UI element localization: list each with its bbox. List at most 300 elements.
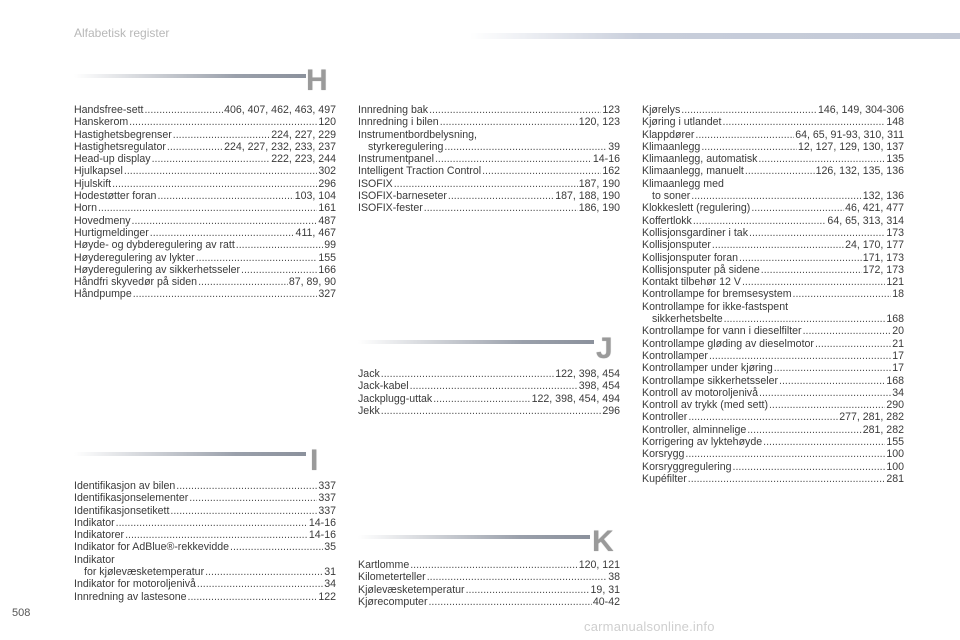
index-pages: 17 [892,349,904,362]
leader-dots [198,276,288,288]
index-pages: 168 [886,374,904,387]
leader-dots [188,591,318,603]
index-term: Kontrollampe for ikke-fastspent [642,300,789,313]
index-term: Jekk [358,404,380,417]
index-entry [358,571,620,583]
index-entry [642,301,904,313]
index-pages: 187, 188, 190 [555,190,620,203]
index-entry [358,368,620,380]
index-term: Klokkeslett (regulering) [642,202,751,215]
leader-dots [693,215,827,227]
leader-dots [236,239,323,251]
section-j-letter: J [596,332,613,365]
index-term: Kjørelys [642,104,681,116]
page-header-title: Alfabetisk register [74,26,170,40]
section-h-divider [74,74,306,78]
index-pages: 222, 223, 244 [271,153,336,166]
index-term: Kontroller [642,411,688,424]
leader-dots [769,399,885,411]
leader-dots [381,368,554,380]
index-pages: 100 [886,460,904,473]
index-pages: 186, 190 [578,202,620,215]
index-term: Klappdører [642,128,695,141]
leader-dots [196,252,318,264]
index-term: Identifikasjonselementer [74,492,189,505]
index-entry [74,227,336,239]
leader-dots [681,104,817,116]
index-term: Kupéfilter [642,472,687,485]
index-pages: 398, 454 [578,380,620,393]
index-term: ISOFIX [358,177,393,190]
leader-dots [685,448,885,460]
index-entry [74,239,336,251]
index-pages: 20 [892,325,904,338]
index-pages: 487 [318,214,336,227]
index-pages: 281, 282 [862,423,904,436]
index-entry [358,559,620,571]
index-term: Kontrollampe for vann i dieselfilter [642,325,802,338]
index-pages: 281 [886,472,904,485]
index-entry [74,288,336,300]
index-term: Kartlomme [358,559,410,571]
section-j-divider [358,340,594,344]
leader-dots [724,313,886,325]
leader-dots [758,153,885,165]
index-pages: 161 [318,202,336,215]
index-entry [74,141,336,153]
index-pages: 337 [318,492,336,505]
leader-dots [132,215,318,227]
index-entry [74,554,336,566]
leader-dots [125,529,308,541]
index-pages: 187, 190 [578,177,620,190]
leader-dots [152,153,271,165]
index-entry [642,288,904,300]
leader-dots [189,492,317,504]
index-pages: 224, 227, 232, 233, 237 [224,140,336,153]
index-entry [642,141,904,153]
index-pages: 224, 227, 229 [271,128,336,141]
index-entry [642,313,904,325]
index-pages: 120, 123 [578,116,620,129]
index-term: Identifikasjonsetikett [74,504,170,517]
leader-dots [793,288,892,300]
index-pages: 290 [886,399,904,412]
index-entry [642,387,904,399]
index-pages: 121 [886,276,904,289]
index-entry [358,380,620,392]
leader-dots [440,116,578,128]
leader-dots [112,178,317,190]
leader-dots [751,202,844,214]
leader-dots [763,436,885,448]
index-entry [74,153,336,165]
leader-dots [428,596,591,608]
page-number: 508 [12,607,31,619]
leader-dots [433,393,530,405]
index-list-k-continued [642,104,904,485]
header-decorative-bar [470,33,960,39]
leader-dots [116,517,308,529]
index-entry [74,104,336,116]
index-pages: 103, 104 [294,190,336,203]
leader-dots [435,153,592,165]
index-term: ISOFIX-barneseter [358,190,447,203]
index-pages: 406, 407, 462, 463, 497 [224,104,336,116]
index-entry [74,578,336,590]
index-entry [74,492,336,504]
index-term: Indikator [74,516,115,529]
index-term: Høyderegulering av sikkerhetsseler [74,263,241,276]
index-pages: 126, 132, 135, 136 [815,165,904,178]
leader-dots [691,190,861,202]
index-pages: 14-16 [308,516,336,529]
index-term: Identifikasjon av bilen [74,480,176,492]
index-pages: 34 [324,578,336,591]
leader-dots [170,505,317,517]
index-term: Indikator [74,553,115,566]
index-pages: 155 [886,436,904,449]
leader-dots [742,276,885,288]
section-i-letter: I [310,444,319,477]
index-term: Kjølevæsketemperatur [358,583,465,596]
leader-dots [688,411,838,423]
section-k-divider [358,535,590,539]
index-pages: 19, 31 [590,583,620,596]
index-term: Handsfree-sett [74,104,144,116]
index-pages: 21 [892,337,904,350]
index-pages: 337 [318,504,336,517]
index-entry [74,591,336,603]
leader-dots [410,559,578,571]
index-pages: 64, 65, 313, 314 [827,214,904,227]
index-entry [358,104,620,116]
index-entry [358,178,620,190]
index-pages: 172, 173 [862,263,904,276]
index-entry [74,517,336,529]
index-pages: 120, 121 [578,559,620,571]
index-pages: 24, 170, 177 [845,239,904,252]
index-entry [642,190,904,202]
leader-dots [733,461,886,473]
leader-dots [381,405,602,417]
index-pages: 296 [602,404,620,417]
index-pages: 302 [318,165,336,178]
index-entry [642,325,904,337]
leader-dots [815,338,891,350]
leader-dots [241,264,317,276]
index-pages: 327 [318,288,336,301]
index-term: Klimaanlegg [642,140,701,153]
index-entry [74,541,336,553]
index-pages: 14-16 [308,529,336,542]
index-term: Jack [358,368,380,380]
index-term: Klimaanlegg med [642,177,724,190]
index-list-i [74,480,336,603]
index-pages: 12, 127, 129, 130, 137 [797,140,904,153]
index-term: Kontroll av trykk (med sett) [642,399,768,412]
index-term: Kontroll av motoroljenivå [642,386,758,399]
index-entry [642,215,904,227]
watermark-text: carmanualsonline.info [584,619,715,634]
index-term: Klimaanlegg, automatisk [642,153,758,166]
index-pages: 99 [324,239,336,252]
index-pages: 166 [318,263,336,276]
index-entry [642,239,904,251]
index-pages: 168 [886,313,904,326]
leader-dots [712,239,844,251]
index-term: Innredning bak [358,104,429,116]
index-term: Kollisjonsputer [642,239,711,252]
index-pages: 35 [324,541,336,554]
index-entry [642,129,904,141]
index-entry [642,104,904,116]
index-entry [74,505,336,517]
index-entry [358,141,620,153]
index-term: Innredning av lastesone [74,590,187,603]
index-term: to soner [652,190,691,203]
index-pages: 411, 467 [295,226,336,239]
index-entry [642,399,904,411]
leader-dots [150,227,295,239]
index-term: Hjulkapsel [74,165,123,178]
index-term: Indikator for AdBlue®-rekkevidde [74,541,230,554]
section-k-letter: K [592,525,614,558]
leader-dots [444,141,607,153]
index-term: Korsrygg [642,448,685,461]
index-entry [642,178,904,190]
index-term: Indikatorer [74,529,125,542]
index-entry [74,566,336,578]
index-term: Horn [74,202,97,215]
index-term: Head-up display [74,153,151,166]
index-pages: 155 [318,251,336,264]
index-pages: 132, 136 [862,190,904,203]
leader-dots [761,264,862,276]
leader-dots [394,178,578,190]
index-pages: 148 [886,116,904,129]
index-entry [74,480,336,492]
index-term: Jack-kabel [358,380,409,393]
index-entry [358,190,620,202]
index-entry [642,375,904,387]
leader-dots [747,424,862,436]
index-pages: 38 [608,571,620,584]
leader-dots [482,165,601,177]
index-entry [642,165,904,177]
index-term: Hastighetsbegrenser [74,128,172,141]
index-term: Kjørecomputer [358,595,428,608]
index-entry [358,202,620,214]
index-entry [358,405,620,417]
section-h-letter: H [306,64,328,97]
index-entry [642,362,904,374]
leader-dots [176,480,317,492]
leader-dots [133,288,318,300]
leader-dots [688,473,886,485]
index-entry [74,252,336,264]
index-pages: 277, 281, 282 [839,411,904,424]
index-entry [358,116,620,128]
leader-dots [157,190,293,202]
index-term: Indikator for motoroljenivå [74,578,196,591]
leader-dots [429,104,601,116]
index-pages: 40-42 [592,595,620,608]
leader-dots [701,141,797,153]
index-entry [642,436,904,448]
leader-dots [709,350,891,362]
index-list-i-continued [358,104,620,215]
index-entry [74,165,336,177]
index-term: Håndfri skyvedør på siden [74,276,198,289]
index-entry [358,153,620,165]
index-pages: 135 [886,153,904,166]
index-pages: 87, 89, 90 [288,276,336,289]
index-entry [642,411,904,423]
index-list-k [358,559,620,608]
index-term: Høyderegulering av lykter [74,251,195,264]
leader-dots [695,129,794,141]
index-entry [358,129,620,141]
index-pages: 171, 173 [862,251,904,264]
index-entry [74,178,336,190]
index-term: Hanskerom [74,116,129,129]
index-term: Kontrollampe for bremsesystem [642,288,792,301]
index-pages: 337 [318,480,336,492]
index-entry [642,473,904,485]
index-entry [642,276,904,288]
index-term: Korsryggregulering [642,460,732,473]
index-pages: 64, 65, 91-93, 310, 311 [795,128,904,141]
leader-dots [448,190,554,202]
index-term: Kontrollamper [642,349,708,362]
index-entry [358,165,620,177]
leader-dots [723,116,886,128]
leader-dots [230,541,323,553]
leader-dots [759,387,891,399]
index-pages: 122, 398, 454, 494 [531,392,620,405]
index-entry [642,461,904,473]
index-entry [642,448,904,460]
index-term: Kontrollampe sikkerhetsseler [642,374,779,387]
leader-dots [144,104,223,116]
index-entry [74,276,336,288]
index-pages: 296 [318,177,336,190]
index-term: Instrumentpanel [358,153,434,166]
index-pages: 120 [318,116,336,129]
index-term: Hjulskift [74,177,112,190]
index-term: Hovedmeny [74,214,131,227]
index-entry [74,215,336,227]
leader-dots [779,375,885,387]
leader-dots [803,325,892,337]
index-term: Kontrollampe gløding av dieselmotor [642,337,814,350]
index-term: Kontrollamper under kjøring [642,362,773,375]
leader-dots [424,202,578,214]
index-term: Korrigering av lyktehøyde [642,436,763,449]
index-term: Kollisjonsgardiner i tak [642,226,748,239]
index-pages: 100 [886,448,904,461]
index-entry [358,393,620,405]
index-entry [74,264,336,276]
index-term: Kontakt tilbehør 12 V [642,276,741,289]
index-entry [358,596,620,608]
leader-dots [466,584,590,596]
leader-dots [129,116,317,128]
index-entry [74,190,336,202]
index-term: Høyde- og dybderegulering av ratt [74,239,235,252]
index-term: Kollisjonsputer foran [642,251,738,264]
index-term: Håndpumpe [74,288,132,301]
index-term: Hurtigmeldinger [74,226,149,239]
index-entry [642,202,904,214]
index-entry [642,153,904,165]
index-entry [74,202,336,214]
leader-dots [774,362,891,374]
index-pages: 39 [608,140,620,153]
index-pages: 162 [602,165,620,178]
leader-dots [745,165,815,177]
leader-dots [197,578,323,590]
index-pages: 17 [892,362,904,375]
index-term: ISOFIX-fester [358,202,423,215]
index-entry [642,424,904,436]
leader-dots [749,227,885,239]
leader-dots [167,141,223,153]
index-term: Kollisjonsputer på sidene [642,263,760,276]
index-term: Intelligent Traction Control [358,165,482,178]
index-term: Kontroller, alminnelige [642,423,747,436]
index-entry [74,129,336,141]
index-entry [74,116,336,128]
index-pages: 46, 421, 477 [845,202,904,215]
index-list-h [74,104,336,301]
index-term: Innredning i bilen [358,116,439,129]
index-entry [642,264,904,276]
index-term: Kilometerteller [358,571,426,584]
leader-dots [124,165,317,177]
index-term: Kjøring i utlandet [642,116,722,129]
index-pages: 146, 149, 304-306 [817,104,904,116]
index-pages: 122 [318,590,336,603]
index-pages: 173 [886,226,904,239]
index-term: Instrumentbordbelysning, [358,128,477,141]
index-pages: 18 [892,288,904,301]
index-entry [642,116,904,128]
leader-dots [739,252,862,264]
index-term: Hastighetsregulator [74,140,166,153]
index-term: Jackplugg-uttak [358,392,433,405]
leader-dots [173,129,270,141]
index-entry [642,350,904,362]
leader-dots [98,202,317,214]
index-term: for kjølevæsketemperatur [84,566,205,579]
index-term: Hodestøtter foran [74,190,157,203]
index-entry [358,584,620,596]
leader-dots [205,566,323,578]
index-term: Koffertlokk [642,214,692,227]
section-i-divider [74,452,306,456]
index-entry [642,227,904,239]
index-term: sikkerhetsbelte [652,313,723,326]
index-entry [642,338,904,350]
index-term: styrkeregulering [368,140,444,153]
index-term: Klimaanlegg, manuelt [642,165,744,178]
index-list-j [358,368,620,417]
index-pages: 14-16 [592,153,620,166]
leader-dots [427,571,607,583]
index-entry [74,529,336,541]
